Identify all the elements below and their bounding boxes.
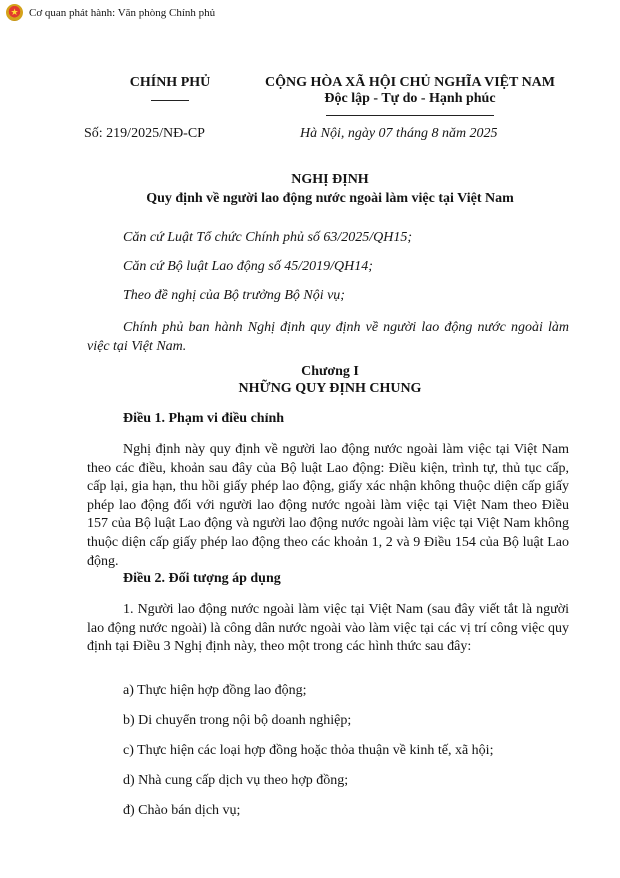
enactment-clause: Chính phủ ban hành Nghị định quy định về người lao động nước ngoài làm việc tại Việt Nam. [87,320,569,354]
place-and-date: Hà Nội, ngày 07 tháng 8 năm 2025 [300,126,498,141]
chapter-number: Chương I [301,364,359,379]
document-number: Số: 219/2025/NĐ-CP [84,126,205,141]
nation-name: CỘNG HÒA XÃ HỘI CHỦ NGHĨA VIỆT NAM [264,75,555,90]
issuer-name: CHÍNH PHỦ [129,75,211,90]
document-subtitle: Quy định về người lao động nước ngoài làm việc tại Việt Nam [146,191,514,206]
list-item-d: d) Nhà cung cấp dịch vụ theo hợp đồng; [123,773,349,788]
article-2-heading: Điều 2. Đối tượng áp dụng [123,571,281,586]
article-1-body: Nghị định này quy định về người lao động nước ngoài làm việc tại Việt Nam theo các điều, khoản sau đây của Bộ luật Lao động: Điều kiện, trình tự, thủ tục cấp, cấp lại, gia hạn, thu hồi giấy phép lao động, giấy xác nhận không thuộc diện cấp giấy phép lao động đối với người lao động nước ngoài làm việc tại Việt Nam theo Điều 157 của Bộ luật Lao động và người lao động nước ngoài làm việc tại Việt Nam không thuộc diện cấp giấy phép lao động theo các khoản 1, 2 và 9 Điều 154 của Bộ luật Lao động. [87,442,569,569]
publisher-label: Cơ quan phát hành: Văn phòng Chính phủ [29,6,216,19]
legal-basis-1: Căn cứ Luật Tổ chức Chính phủ số 63/2025/QH15; [123,230,413,245]
article-1-heading: Điều 1. Phạm vi điều chỉnh [123,411,285,426]
legal-basis-2: Căn cứ Bộ luật Lao động số 45/2019/QH14; [123,259,373,274]
motto-underline [326,115,494,116]
list-item-a: a) Thực hiện hợp đồng lao động; [123,683,307,698]
issuer-underline [151,100,189,101]
article-2-clause-1: 1. Người lao động nước ngoài làm việc tại Việt Nam (sau đây viết tắt là người lao động nước ngoài) là công dân nước ngoài vào làm việc tại các vị trí công việc quy định tại Điều 3 Nghị định này, theo một trong các hình thức sau đây: [87,602,569,655]
list-item-b: b) Di chuyển trong nội bộ doanh nghiệp; [123,713,352,728]
legal-basis-3: Theo đề nghị của Bộ trưởng Bộ Nội vụ; [123,288,345,303]
chapter-title: NHỮNG QUY ĐỊNH CHUNG [238,381,422,396]
state-emblem-icon: ★ [6,4,23,21]
list-item-dd: đ) Chào bán dịch vụ; [123,803,241,818]
list-item-c: c) Thực hiện các loại hợp đồng hoặc thỏa thuận về kinh tế, xã hội; [123,743,494,758]
national-motto: Độc lập - Tự do - Hạnh phúc [324,91,496,106]
publisher-bar [6,4,215,21]
document-title: NGHỊ ĐỊNH [291,172,369,187]
